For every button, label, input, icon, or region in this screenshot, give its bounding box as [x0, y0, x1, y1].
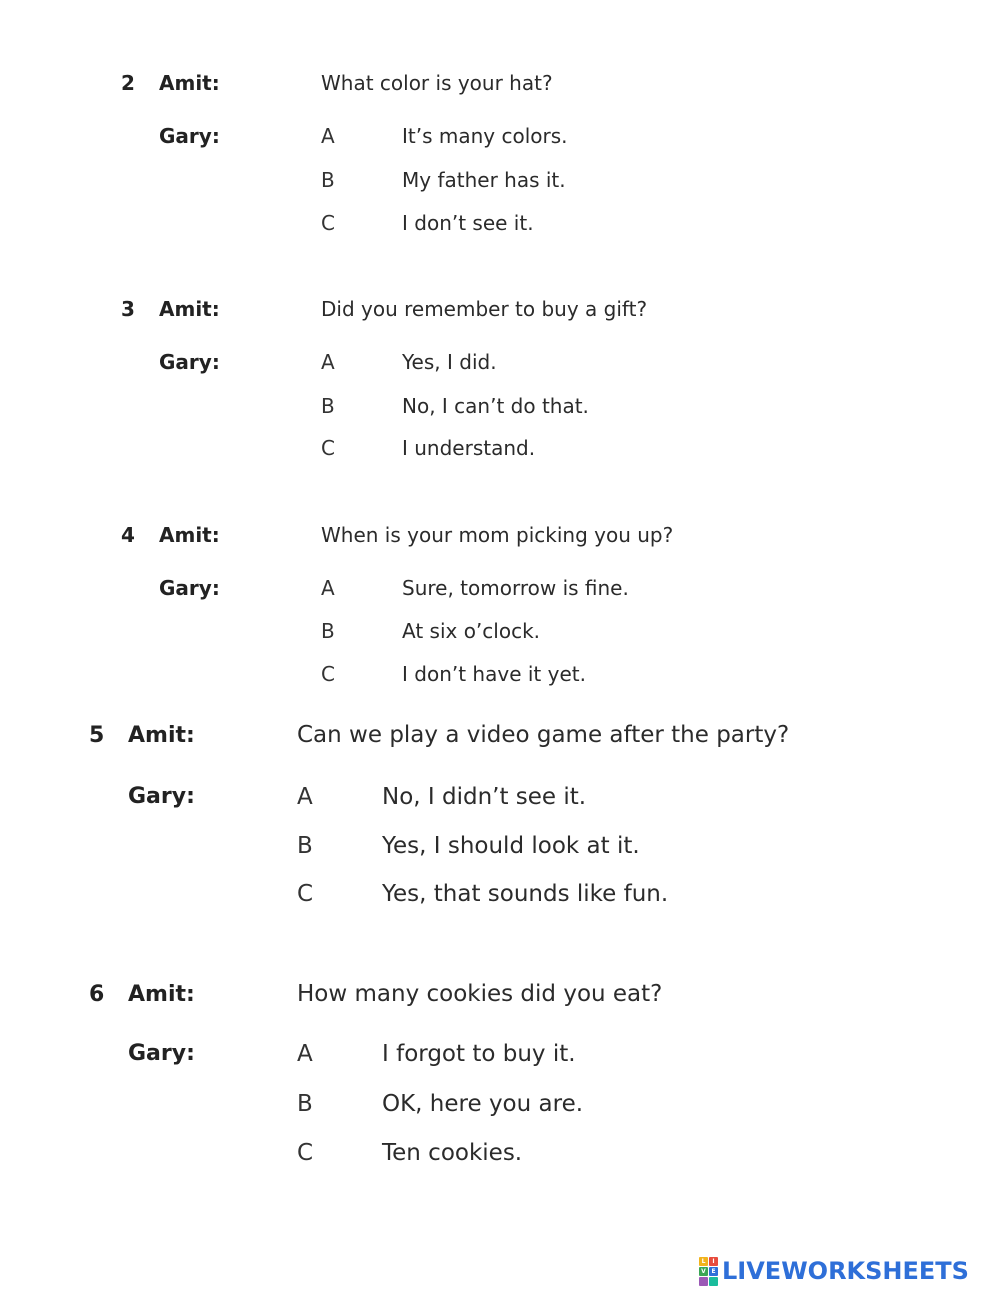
option-b-text[interactable]: My father has it. — [402, 168, 566, 192]
option-a-text[interactable]: I forgot to buy it. — [382, 1041, 576, 1067]
responder-label: Gary: — [159, 350, 220, 374]
question-text: Did you remember to buy a gift? — [321, 297, 648, 321]
option-a-letter: A — [321, 350, 335, 374]
asker-label: Amit: — [128, 982, 195, 1007]
asker-label: Amit: — [159, 71, 220, 95]
responder-label: Gary: — [159, 124, 220, 148]
asker-label: Amit: — [128, 723, 195, 748]
question-number: 2 — [121, 71, 135, 95]
liveworksheets-logo[interactable] — [699, 1255, 969, 1287]
option-c-text[interactable]: Ten cookies. — [382, 1140, 523, 1166]
option-a-text[interactable]: Yes, I did. — [402, 350, 497, 374]
option-a-text[interactable]: It’s many colors. — [402, 124, 568, 148]
option-b-letter: B — [297, 833, 313, 859]
option-c-letter: C — [321, 211, 335, 235]
option-c-text[interactable]: I understand. — [402, 436, 536, 460]
option-a-text[interactable]: No, I didn’t see it. — [382, 784, 587, 810]
question-number: 5 — [89, 723, 105, 748]
responder-label: Gary: — [128, 1041, 195, 1066]
option-b-text[interactable]: Yes, I should look at it. — [382, 833, 640, 859]
option-b-letter: B — [321, 619, 335, 643]
option-a-letter: A — [297, 1041, 313, 1067]
option-a-letter: A — [297, 784, 313, 810]
responder-label: Gary: — [159, 576, 220, 600]
question-text: When is your mom picking you up? — [321, 523, 674, 547]
question-number: 6 — [89, 982, 105, 1007]
brand-name: LIVEWORKSHEETS — [722, 1257, 969, 1285]
question-text: Can we play a video game after the party? — [297, 722, 790, 748]
question-number: 3 — [121, 297, 135, 321]
option-c-letter: C — [321, 436, 335, 460]
option-a-letter: A — [321, 576, 335, 600]
option-b-text[interactable]: OK, here you are. — [382, 1091, 584, 1117]
option-c-letter: C — [297, 881, 314, 907]
asker-label: Amit: — [159, 523, 220, 547]
option-b-letter: B — [321, 168, 335, 192]
question-number: 4 — [121, 523, 135, 547]
option-b-letter: B — [321, 394, 335, 418]
option-c-letter: C — [297, 1140, 314, 1166]
option-c-text[interactable]: I don’t have it yet. — [402, 662, 586, 686]
option-b-text[interactable]: At six o’clock. — [402, 619, 541, 643]
option-c-text[interactable]: Yes, that sounds like fun. — [382, 881, 669, 907]
option-b-text[interactable]: No, I can’t do that. — [402, 394, 589, 418]
question-text: How many cookies did you eat? — [297, 981, 663, 1007]
option-c-letter: C — [321, 662, 335, 686]
responder-label: Gary: — [128, 784, 195, 809]
question-text: What color is your hat? — [321, 71, 553, 95]
option-b-letter: B — [297, 1091, 313, 1117]
asker-label: Amit: — [159, 297, 220, 321]
liveworksheets-logo-icon: L I V E — [699, 1257, 718, 1286]
option-a-text[interactable]: Sure, tomorrow is fine. — [402, 576, 629, 600]
option-a-letter: A — [321, 124, 335, 148]
option-c-text[interactable]: I don’t see it. — [402, 211, 534, 235]
